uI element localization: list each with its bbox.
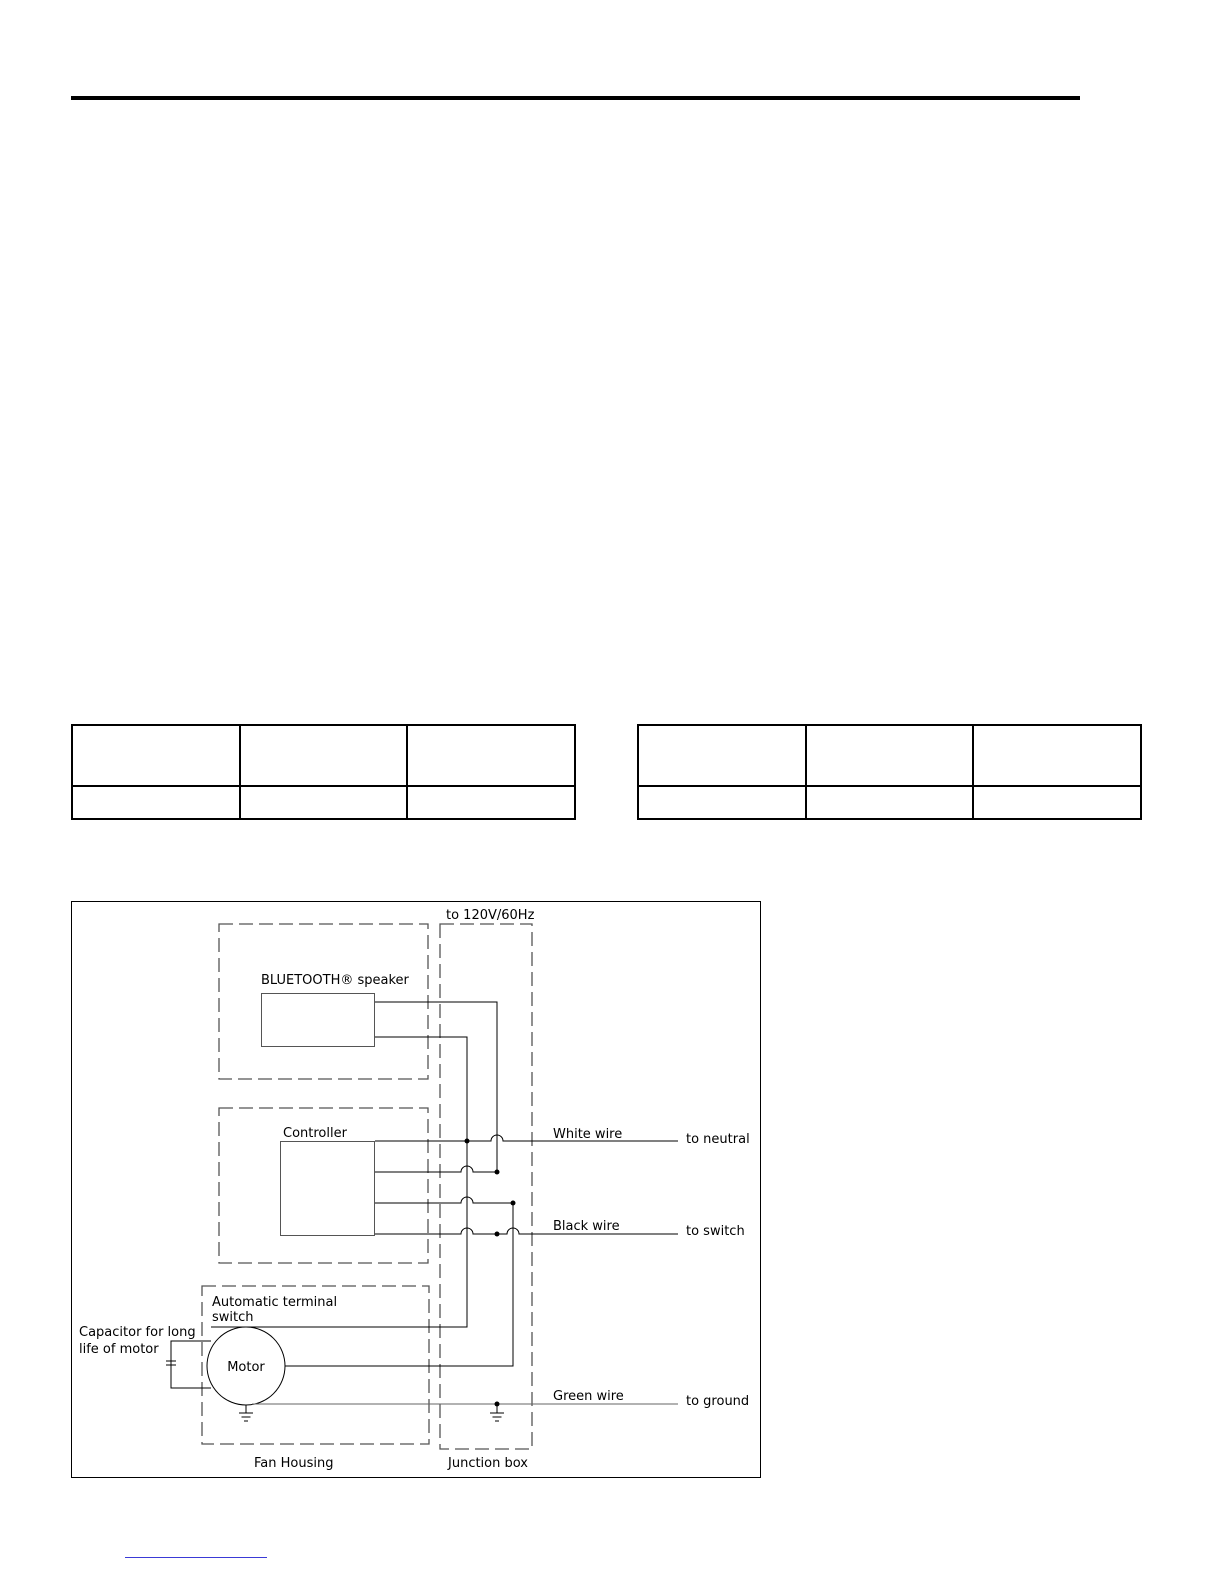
controller-wire-2 [375,1166,497,1172]
black-wire [375,1228,678,1234]
controller-label: Controller [283,1126,347,1141]
ground-icon [490,1413,504,1421]
to-ground-label: to ground [686,1394,750,1409]
junction-dot [511,1201,516,1206]
ground-icon [239,1413,253,1421]
junction-box-enclosure [440,924,532,1449]
junction-dot [495,1170,500,1175]
capacitor-label-line1: Capacitor for long [79,1325,196,1340]
motor-label: Motor [227,1360,265,1375]
speaker-wire-1 [375,1002,497,1172]
black-wire-label: Black wire [553,1219,620,1234]
green-wire-label: Green wire [553,1389,624,1404]
white-wire [375,1135,678,1141]
junction-dot [465,1139,470,1144]
link-underline[interactable] [125,1557,267,1558]
junction-dot [495,1402,500,1407]
diagram-frame [72,902,761,1478]
junction-dot [495,1232,500,1237]
speaker-label: BLUETOOTH® speaker [261,973,409,988]
controller-box [281,1142,375,1236]
speaker-box [262,994,375,1047]
capacitor-label-line2: life of motor [79,1342,159,1357]
controller-wire-3 [375,1197,513,1203]
fan-housing-label: Fan Housing [254,1456,334,1471]
motor-hot-wire [285,1203,513,1366]
auto-switch-label-line1: Automatic terminal [212,1295,338,1310]
junction-box-label: Junction box [448,1456,528,1471]
to-neutral-label: to neutral [686,1132,750,1147]
white-wire-label: White wire [553,1127,623,1142]
auto-switch-label-line2: switch [212,1310,254,1325]
to-switch-label: to switch [686,1224,745,1239]
capacitor-wire [171,1341,211,1388]
supply-label: to 120V/60Hz [446,908,535,923]
